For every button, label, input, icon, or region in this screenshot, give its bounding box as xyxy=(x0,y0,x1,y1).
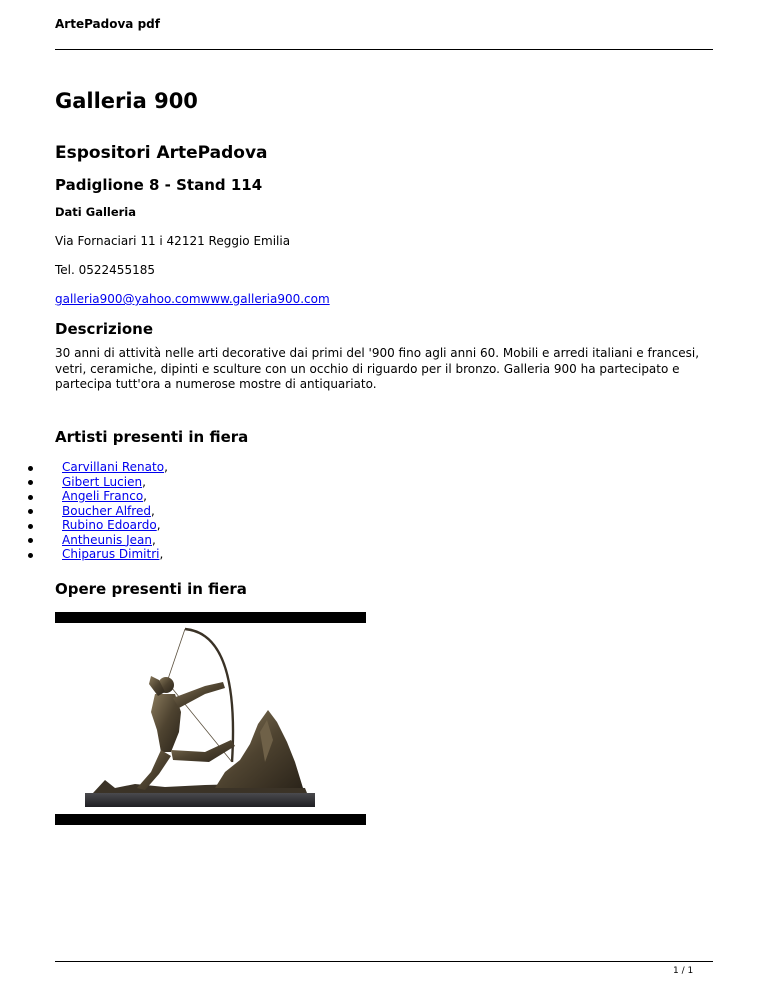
list-item: Gibert Lucien, xyxy=(0,475,168,490)
bullet-icon xyxy=(28,509,33,514)
list-item: Rubino Edoardo, xyxy=(0,518,168,533)
artist-link[interactable]: Carvillani Renato xyxy=(62,460,165,474)
bullet-icon xyxy=(28,466,33,471)
artist-link[interactable]: Antheunis Jean xyxy=(62,532,152,547)
artist-link[interactable]: Chiparus Dimitri xyxy=(62,547,160,561)
list-item: Boucher Alfred, xyxy=(0,504,168,519)
artists-heading: Artisti presenti in fiera xyxy=(55,428,249,446)
artwork-image[interactable] xyxy=(55,612,366,825)
bullet-icon xyxy=(28,524,33,529)
stand-heading: Padiglione 8 - Stand 114 xyxy=(55,176,263,194)
description-text: 30 anni di attività nelle arti decorative dai primi del '900 fino agli anni 60. Mobili e arredi italiani e francesi, vetri, ceramiche, dipinti e sculture con un occhio di riguardo per il bronzo. Galleria 900 ha partecipato e partecipa tutt'ora a numerose mostre di antiquariato. xyxy=(55,346,700,392)
bullet-icon xyxy=(28,480,33,485)
artist-link[interactable]: Gibert Lucien xyxy=(62,474,143,489)
artist-link[interactable]: Rubino Edoardo xyxy=(62,518,157,532)
list-item: Angeli Franco, xyxy=(0,489,168,504)
gallery-address: Via Fornaciari 11 i 42121 Reggio Emilia xyxy=(55,234,291,248)
artists-list xyxy=(0,460,168,562)
description-heading: Descrizione xyxy=(55,320,154,338)
gallery-phone: Tel. 0522455185 xyxy=(55,263,155,277)
footer-divider xyxy=(55,961,713,962)
bullet-icon xyxy=(28,495,33,500)
list-item: Carvillani Renato, xyxy=(0,460,168,475)
page-title: Galleria 900 xyxy=(55,89,198,113)
page-number: 1 / 1 xyxy=(673,966,694,976)
bullet-icon xyxy=(28,553,33,558)
artist-link[interactable]: Boucher Alfred xyxy=(62,503,151,518)
gallery-contact-link[interactable]: galleria900@yahoo.comwww.galleria900.com xyxy=(55,292,330,306)
document-header-title: ArtePadova pdf xyxy=(55,17,160,31)
works-heading: Opere presenti in fiera xyxy=(55,580,247,598)
gallery-data-heading: Dati Galleria xyxy=(55,205,137,219)
list-item: Chiparus Dimitri, xyxy=(0,547,168,562)
list-item: Antheunis Jean, xyxy=(0,533,168,548)
bullet-icon xyxy=(28,538,33,543)
exhibitors-heading: Espositori ArtePadova xyxy=(55,143,268,163)
header-divider xyxy=(55,49,713,50)
artist-link[interactable]: Angeli Franco xyxy=(62,489,144,503)
